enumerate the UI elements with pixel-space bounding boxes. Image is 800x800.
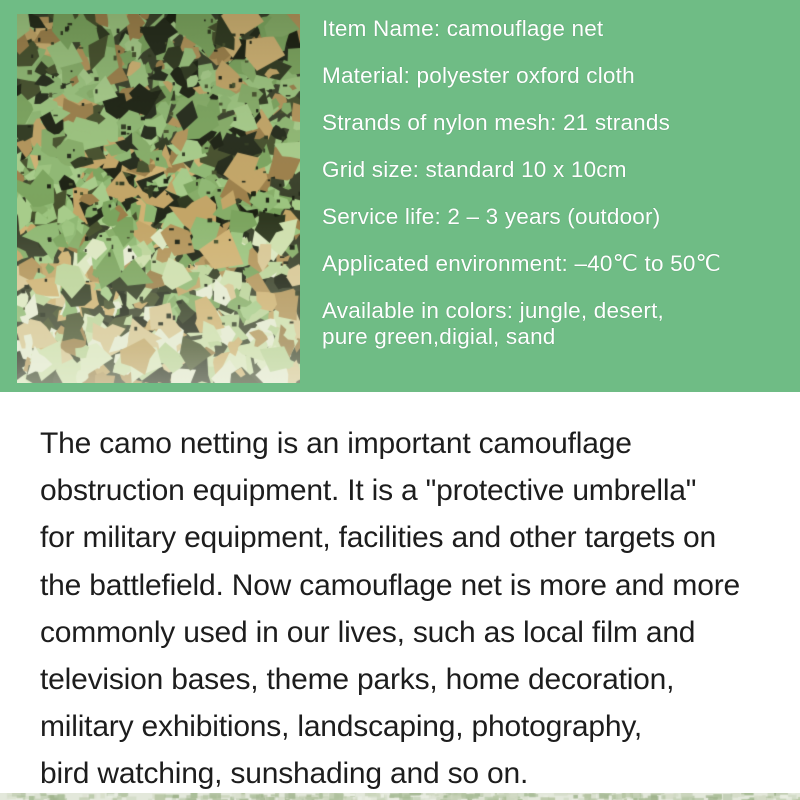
description-line-6: television bases, theme parks, home decoration, xyxy=(40,663,675,697)
description-section xyxy=(0,392,800,793)
description-line-3: for military equipment, facilities and other targets on xyxy=(40,521,716,555)
description-line-7: military exhibitions, landscaping, photography, xyxy=(40,710,643,744)
spec-colors: Available in colors: jungle, desert, xyxy=(322,298,664,323)
spec-colors-continued: pure green,digial, sand xyxy=(322,324,556,349)
description-line-1: The camo netting is an important camouflage xyxy=(40,427,632,460)
next-photo-top-edge xyxy=(0,793,800,800)
spec-item-name: Item Name: camouflage net xyxy=(322,16,604,41)
spec-service-life: Service life: 2 – 3 years (outdoor) xyxy=(322,204,661,229)
product-info-panel xyxy=(0,0,800,392)
spec-strands: Strands of nylon mesh: 21 strands xyxy=(322,110,671,135)
camouflage-net-photo xyxy=(17,14,300,383)
description-line-8: bird watching, sunshading and so on. xyxy=(40,757,529,791)
spec-list xyxy=(322,16,790,371)
description-line-2: obstruction equipment. It is a "protective umbrella" xyxy=(40,474,697,508)
description-line-5: commonly used in our lives, such as local film and xyxy=(40,615,696,649)
spec-material: Material: polyester oxford cloth xyxy=(322,63,635,88)
next-photo-top-edge-texture xyxy=(0,793,800,800)
description-line-4: the battlefield. Now camouflage net is more and more xyxy=(40,568,740,602)
spec-environment: Applicated environment: –40℃ to 50℃ xyxy=(322,251,722,276)
spec-grid-size: Grid size: standard 10 x 10cm xyxy=(322,157,627,182)
